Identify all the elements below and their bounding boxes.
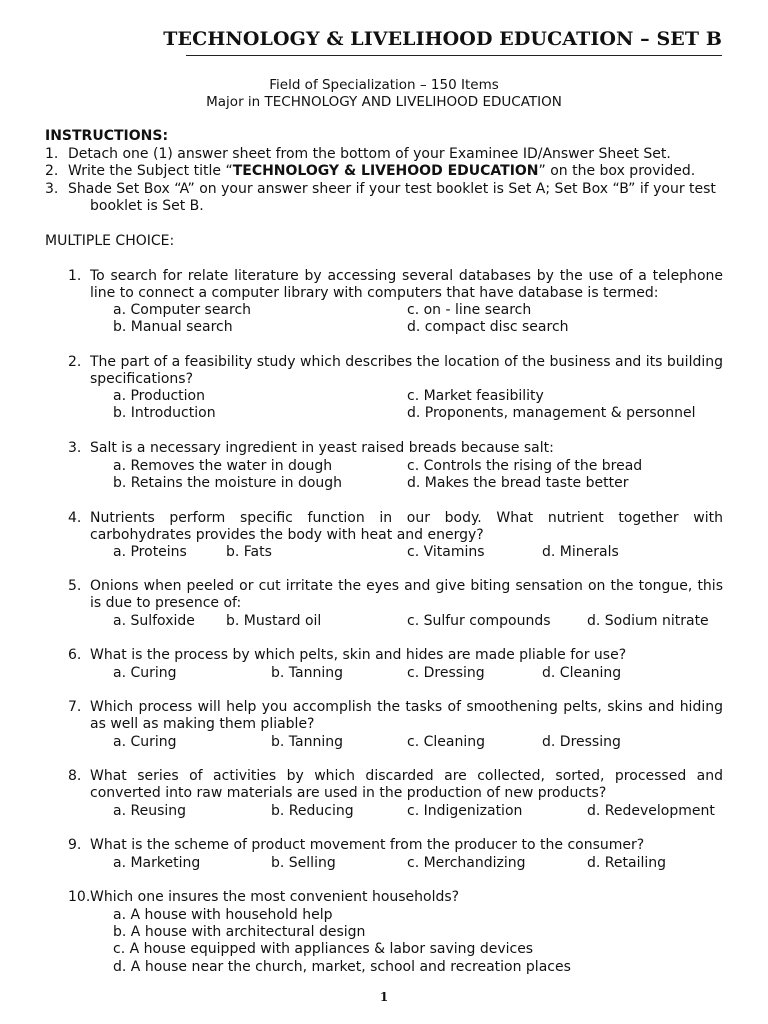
question-8-text: What series of activities by which discarded are collected, sorted, processed and converted into raw materials are used in the production of new products? (90, 768, 723, 801)
question-9-choice-b: b. Selling (271, 855, 336, 871)
question-3-choice-a: a. Removes the water in dough (113, 458, 333, 474)
question-10-text: Which one insures the most convenient households? (90, 889, 460, 905)
question-10-choice-a: a. A house with household help (113, 907, 333, 923)
question-1-choice-a: a. Computer search (113, 302, 252, 318)
question-2-text: The part of a feasibility study which describes the location of the business and its building specifications? (90, 354, 723, 387)
question-10-choice-c: c. A house equipped with appliances & labor saving devices (113, 941, 534, 957)
instruction-2-post: ” on the box provided. (538, 163, 696, 179)
question-6-choice-b: b. Tanning (271, 665, 343, 681)
question-8-num: 8. (68, 768, 82, 784)
question-2-choice-d: d. Proponents, management & personnel (407, 405, 696, 421)
question-5-text: Onions when peeled or cut irritate the eyes and give biting sensation on the tongue, this is due to presence of: (90, 578, 723, 611)
question-7-num: 7. (68, 699, 82, 715)
question-5-choice-b: b. Mustard oil (226, 613, 322, 629)
question-9-choice-d: d. Retailing (587, 855, 666, 871)
question-7-choice-c: c. Cleaning (407, 734, 485, 750)
instruction-2-pre: Write the Subject title “ (68, 163, 233, 179)
page-number: 1 (379, 990, 389, 1004)
question-4-choice-d: d. Minerals (542, 544, 619, 560)
question-3-choice-d: d. Makes the bread taste better (407, 475, 629, 491)
question-6-num: 6. (68, 647, 82, 663)
question-10-choice-d: d. A house near the church, market, school and recreation places (113, 959, 571, 975)
question-10-choice-b: b. A house with architectural design (113, 924, 366, 940)
instruction-3-num: 3. (45, 181, 59, 197)
title-underline (186, 55, 722, 56)
question-8-choice-c: c. Indigenization (407, 803, 523, 819)
question-7-text: Which process will help you accomplish the tasks of smoothening pelts, skins and hiding as well as making them pliable? (90, 699, 723, 732)
question-6-text: What is the process by which pelts, skin and hides are made pliable for use? (90, 647, 627, 663)
question-7-choice-b: b. Tanning (271, 734, 343, 750)
question-7-choice-d: d. Dressing (542, 734, 621, 750)
question-9-text: What is the scheme of product movement from the producer to the consumer? (90, 837, 645, 853)
question-4-text: Nutrients perform specific function in our body. What nutrient together with carbohydrates provides the body with heat and energy? (90, 510, 723, 543)
question-1-choice-b: b. Manual search (113, 319, 233, 335)
question-3-choice-b: b. Retains the moisture in dough (113, 475, 343, 491)
question-8-choice-a: a. Reusing (113, 803, 187, 819)
question-2-choice-b: b. Introduction (113, 405, 216, 421)
section-label: MULTIPLE CHOICE: (45, 233, 175, 249)
question-3-text: Salt is a necessary ingredient in yeast raised breads because salt: (90, 440, 554, 456)
question-2-choice-a: a. Production (113, 388, 205, 404)
instruction-3-line1: Shade Set Box “A” on your answer sheer if your test booklet is Set A; Set Box “B” if your test (68, 181, 716, 197)
major-line: Major in TECHNOLOGY AND LIVELIHOOD EDUCATION (206, 94, 562, 110)
instruction-2-num: 2. (45, 163, 59, 179)
question-6-choice-c: c. Dressing (407, 665, 485, 681)
instructions-heading: INSTRUCTIONS: (45, 128, 169, 144)
question-5-choice-a: a. Sulfoxide (113, 613, 195, 629)
question-2-num: 2. (68, 354, 82, 370)
question-9-choice-a: a. Marketing (113, 855, 201, 871)
question-3-choice-c: c. Controls the rising of the bread (407, 458, 643, 474)
question-2-choice-c: c. Market feasibility (407, 388, 544, 404)
instruction-2-subject-title: TECHNOLOGY & LIVEHOOD EDUCATION (232, 163, 539, 179)
question-1-choice-c: c. on - line search (407, 302, 532, 318)
instruction-2-text (68, 163, 695, 180)
question-5-choice-c: c. Sulfur compounds (407, 613, 551, 629)
instruction-1-num: 1. (45, 146, 59, 162)
question-5-choice-d: d. Sodium nitrate (587, 613, 709, 629)
question-1-text: To search for relate literature by accessing several databases by the use of a telephone line to connect a computer library with computers that have database is termed: (90, 268, 723, 301)
field-of-specialization: Field of Specialization – 150 Items (269, 77, 499, 93)
question-9-num: 9. (68, 837, 82, 853)
question-10-num: 10. (68, 889, 91, 905)
instruction-1-text: Detach one (1) answer sheet from the bottom of your Examinee ID/Answer Sheet Set. (68, 146, 671, 162)
question-1-num: 1. (68, 268, 82, 284)
question-6-choice-a: a. Curing (113, 665, 177, 681)
question-9-choice-c: c. Merchandizing (407, 855, 526, 871)
question-4-choice-b: b. Fats (226, 544, 272, 560)
question-3-num: 3. (68, 440, 82, 456)
instruction-3-line2: booklet is Set B. (90, 198, 204, 214)
question-7-choice-a: a. Curing (113, 734, 177, 750)
question-1-choice-d: d. compact disc search (407, 319, 569, 335)
question-8-choice-b: b. Reducing (271, 803, 354, 819)
question-4-choice-c: c. Vitamins (407, 544, 485, 560)
question-5-num: 5. (68, 578, 82, 594)
question-4-num: 4. (68, 510, 82, 526)
question-8-choice-d: d. Redevelopment (587, 803, 715, 819)
document-title: TECHNOLOGY & LIVELIHOOD EDUCATION – SET B (163, 28, 722, 50)
question-4-choice-a: a. Proteins (113, 544, 187, 560)
question-6-choice-d: d. Cleaning (542, 665, 622, 681)
